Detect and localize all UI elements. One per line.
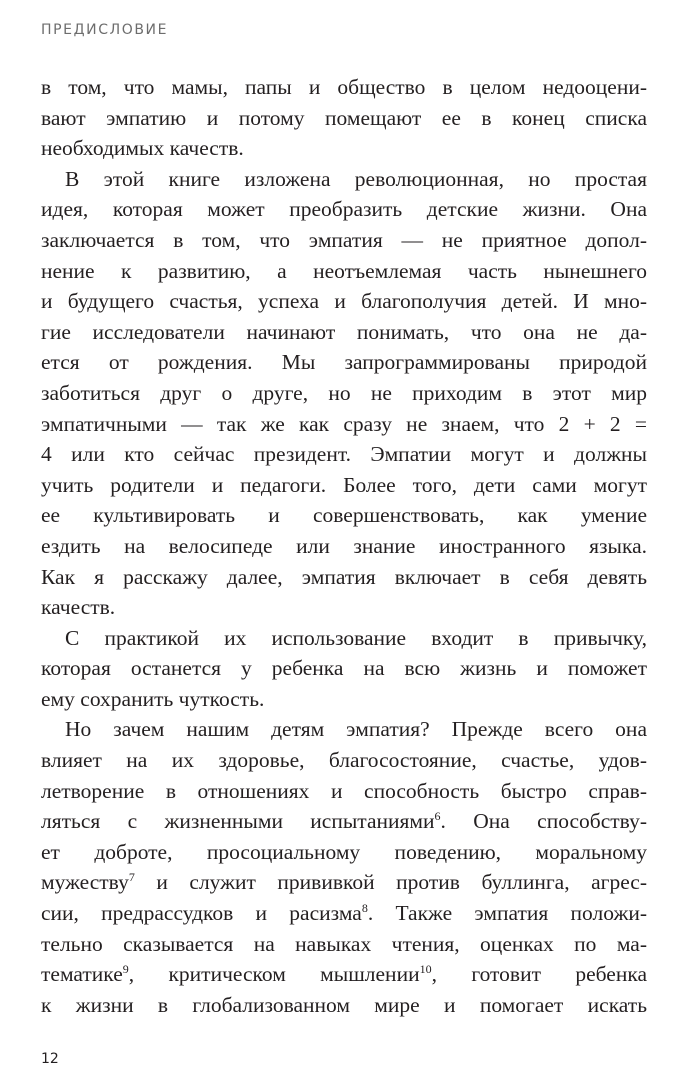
text-segment: сии, предрассудков и расизма bbox=[41, 901, 362, 926]
text-segment: влияет на их здоровье, благосостояние, счастье, удов- bbox=[41, 748, 647, 773]
text-line bbox=[41, 653, 647, 684]
text-segment: 4 или кто сейчас президент. Эмпатии могут и должны bbox=[41, 442, 647, 467]
body-text bbox=[41, 72, 647, 1020]
footnote-marker[interactable]: 6 bbox=[434, 809, 441, 824]
text-segment: гие исследователи начинают понимать, что она не да- bbox=[41, 319, 647, 344]
text-line bbox=[41, 898, 647, 929]
text-segment: эмпатичными — так же как сразу не знаем, что 2 + 2 = bbox=[41, 411, 647, 436]
text-segment: . Также эмпатия положи- bbox=[367, 901, 647, 926]
text-line bbox=[41, 225, 647, 256]
text-line bbox=[41, 592, 647, 623]
text-segment: ется от рождения. Мы запрограммированы природой bbox=[41, 350, 647, 375]
text-line bbox=[41, 929, 647, 960]
text-line bbox=[41, 72, 647, 103]
text-segment: тельно сказывается на навыках чтения, оценках по ма- bbox=[41, 931, 647, 956]
text-line bbox=[41, 164, 647, 195]
text-segment: учить родители и педагоги. Более того, дети сами могут bbox=[41, 472, 647, 497]
text-segment: летворение в отношениях и способность быстро справ- bbox=[41, 778, 647, 803]
text-line bbox=[41, 990, 647, 1021]
text-segment: ет доброте, просоциальному поведению, моральному bbox=[41, 839, 647, 864]
text-segment: Но зачем нашим детям эмпатия? Прежде всего она bbox=[65, 717, 647, 742]
text-segment: заключается в том, что эмпатия — не приятное допол- bbox=[41, 227, 647, 252]
text-line bbox=[41, 837, 647, 868]
text-segment: в том, что мамы, папы и общество в целом недооцени- bbox=[41, 75, 647, 99]
text-line bbox=[41, 286, 647, 317]
footnote-marker[interactable]: 8 bbox=[361, 901, 368, 916]
text-line bbox=[41, 103, 647, 134]
text-line bbox=[41, 133, 647, 164]
text-line bbox=[41, 867, 647, 898]
text-line bbox=[41, 806, 647, 837]
text-segment: ляться с жизненными испытаниями bbox=[41, 809, 435, 834]
text-segment: необходимых качеств. bbox=[41, 136, 244, 161]
text-segment: ездить на велосипеде или знание иностранного языка. bbox=[41, 533, 647, 558]
text-line bbox=[41, 745, 647, 776]
text-line bbox=[41, 347, 647, 378]
text-line bbox=[41, 776, 647, 807]
footnote-marker[interactable]: 9 bbox=[122, 962, 129, 977]
text-segment: С практикой их использование входит в привычку, bbox=[65, 625, 647, 650]
text-segment: и служит прививкой против буллинга, агрес- bbox=[134, 870, 647, 895]
text-segment: , критическом мышлении bbox=[128, 962, 420, 987]
footnote-marker[interactable]: 7 bbox=[128, 870, 135, 885]
text-line bbox=[41, 562, 647, 593]
running-header: ПРЕДИСЛОВИЕ bbox=[41, 22, 169, 38]
text-segment: заботиться друг о друге, но не приходим в этот мир bbox=[41, 380, 647, 405]
text-line bbox=[41, 194, 647, 225]
text-line bbox=[41, 623, 647, 654]
text-line bbox=[41, 714, 647, 745]
text-line bbox=[41, 378, 647, 409]
text-line bbox=[41, 409, 647, 440]
text-line bbox=[41, 959, 647, 990]
text-segment: ему сохранить чуткость. bbox=[41, 686, 265, 711]
text-segment: ее культивировать и совершенствовать, как умение bbox=[41, 503, 647, 528]
text-line bbox=[41, 531, 647, 562]
text-line bbox=[41, 256, 647, 287]
page-number: 12 bbox=[41, 1051, 59, 1067]
text-line bbox=[41, 500, 647, 531]
footnote-marker[interactable]: 10 bbox=[419, 962, 432, 977]
text-segment: В этой книге изложена революционная, но простая bbox=[65, 166, 647, 191]
text-segment: тематике bbox=[41, 962, 123, 987]
text-segment: . Она способству- bbox=[440, 809, 648, 834]
text-segment: к жизни в глобализованном мире и помогает искать bbox=[41, 992, 647, 1017]
text-line bbox=[41, 439, 647, 470]
text-segment: и будущего счастья, успеха и благополучия детей. И мно- bbox=[41, 289, 647, 314]
text-segment: , готовит ребенка bbox=[431, 962, 647, 987]
text-segment: нение к развитию, а неотъемлемая часть нынешнего bbox=[41, 258, 647, 283]
text-segment: мужеству bbox=[41, 870, 129, 895]
text-segment: качеств. bbox=[41, 595, 116, 620]
text-segment: которая останется у ребенка на всю жизнь и поможет bbox=[41, 656, 647, 681]
text-line bbox=[41, 317, 647, 348]
text-segment: Как я расскажу далее, эмпатия включает в себя девять bbox=[41, 564, 647, 589]
text-line bbox=[41, 470, 647, 501]
text-line bbox=[41, 684, 647, 715]
text-segment: вают эмпатию и потому помещают ее в конец списка bbox=[41, 105, 647, 130]
text-segment: идея, которая может преобразить детские жизни. Она bbox=[41, 197, 647, 222]
